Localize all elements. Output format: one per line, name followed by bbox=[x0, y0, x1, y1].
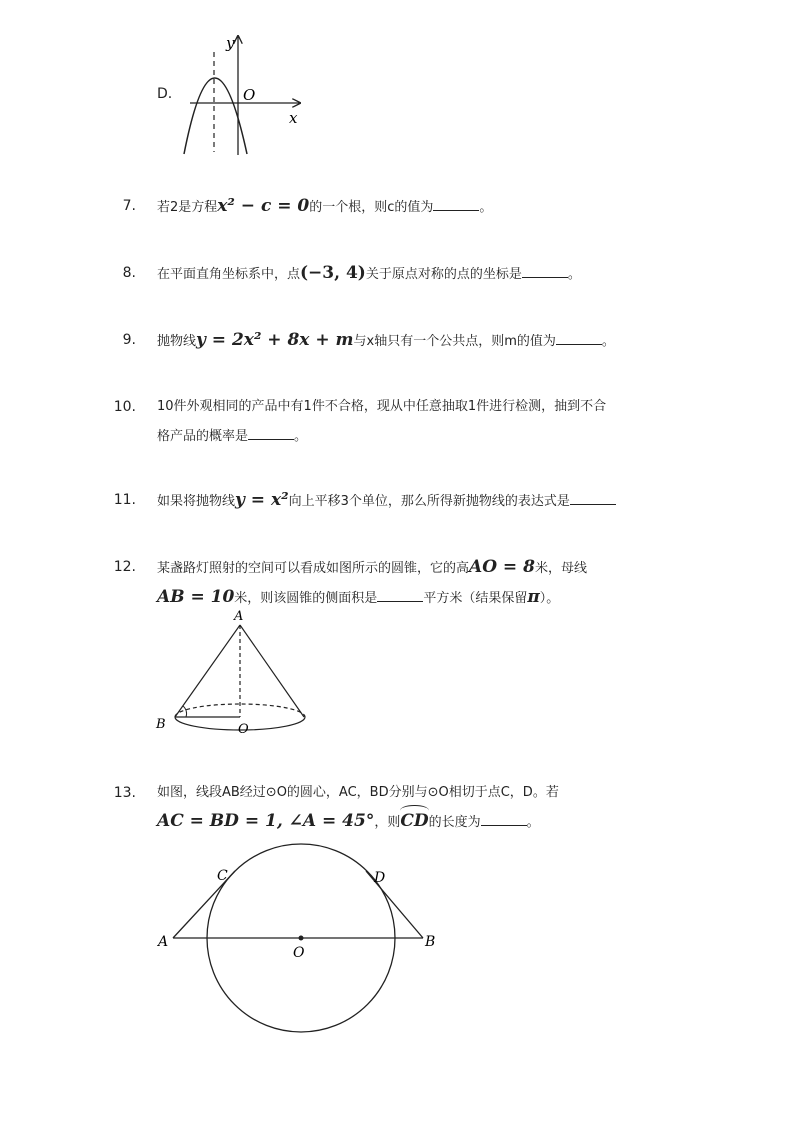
pi-symbol: π bbox=[527, 587, 540, 607]
y-axis-label: y bbox=[226, 34, 235, 52]
x-axis-label: x bbox=[289, 109, 298, 127]
option-label: D. bbox=[157, 86, 173, 102]
answer-blank[interactable] bbox=[481, 811, 527, 826]
question-text: 的一个根，则c的值为 bbox=[309, 200, 434, 215]
question-number: 8. bbox=[122, 265, 136, 281]
question-number: 12. bbox=[113, 559, 136, 575]
answer-blank[interactable] bbox=[522, 263, 568, 278]
label-o: O bbox=[293, 945, 305, 961]
label-b: B bbox=[156, 717, 166, 732]
question-text: 。 bbox=[294, 429, 308, 444]
question-text: 如图，线段AB经过⊙O的圆心，AC，BD分别与⊙O相切于点C，D。若 bbox=[157, 785, 559, 800]
label-d: D bbox=[374, 870, 386, 886]
question-text: 抛物线 bbox=[157, 334, 197, 349]
label-c: C bbox=[217, 868, 228, 884]
center-point bbox=[299, 936, 304, 941]
q6-parabola-graph bbox=[175, 30, 315, 160]
slant-expression: AB = 10 bbox=[157, 587, 235, 607]
cone-side-right bbox=[240, 625, 304, 717]
point-coordinates: (−3, 4) bbox=[300, 263, 366, 283]
question-text: 在平面直角坐标系中，点 bbox=[157, 267, 301, 282]
question-text: 格产品的概率是 bbox=[157, 429, 249, 444]
condition-expression: AC = BD = 1, ∠A = 45° bbox=[157, 811, 375, 831]
question-text: 平方米（结果保留 bbox=[423, 591, 528, 606]
question-text: 关于原点对称的点的坐标是 bbox=[365, 267, 522, 282]
answer-blank[interactable] bbox=[556, 330, 602, 345]
question-number: 10. bbox=[113, 399, 136, 415]
question-text: 某盏路灯照射的空间可以看成如图所示的圆锥，它的高 bbox=[157, 561, 470, 576]
question-text: 。 bbox=[567, 267, 581, 282]
angle-mark bbox=[183, 706, 187, 717]
question-text: 的长度为 bbox=[428, 815, 481, 830]
question-text: 。 bbox=[601, 334, 615, 349]
cone-figure bbox=[150, 605, 320, 740]
question-text: 。 bbox=[526, 815, 540, 830]
question-text: 与x轴只有一个公共点，则m的值为 bbox=[353, 334, 556, 349]
label-a: A bbox=[158, 934, 169, 950]
arc-cd: CD bbox=[400, 811, 429, 831]
circle-tangent-figure bbox=[155, 840, 455, 1040]
equation: x² − c = 0 bbox=[217, 196, 310, 216]
question-number: 7. bbox=[122, 198, 136, 214]
equation: y = x² bbox=[235, 490, 289, 510]
origin-label: O bbox=[243, 86, 256, 104]
equation: y = 2x² + 8x + m bbox=[196, 330, 354, 350]
question-text: 向上平移3个单位，那么所得新抛物线的表达式是 bbox=[288, 494, 570, 509]
question-number: 11. bbox=[113, 492, 136, 508]
question-text: ，则 bbox=[374, 815, 401, 830]
question-text: 米，则该圆锥的侧面积是 bbox=[234, 591, 378, 606]
answer-blank[interactable] bbox=[433, 196, 479, 211]
question-text: 10件外观相同的产品中有1件不合格，现从中任意抽取1件进行检测，抽到不合 bbox=[157, 399, 607, 414]
question-text: 米，母线 bbox=[534, 561, 587, 576]
label-o: O bbox=[238, 722, 249, 737]
label-a: A bbox=[234, 609, 244, 624]
question-text: 。 bbox=[479, 200, 493, 215]
label-b: B bbox=[425, 934, 436, 950]
question-text: ）。 bbox=[539, 591, 560, 606]
question-number: 9. bbox=[122, 332, 136, 348]
question-number: 13. bbox=[113, 785, 136, 801]
answer-blank[interactable] bbox=[377, 587, 423, 602]
cone-side-left bbox=[175, 625, 240, 717]
height-expression: AO = 8 bbox=[469, 557, 535, 577]
question-text: 如果将抛物线 bbox=[157, 494, 236, 509]
answer-blank[interactable] bbox=[570, 490, 616, 505]
question-text: 若2是方程 bbox=[157, 200, 218, 215]
answer-blank[interactable] bbox=[248, 425, 294, 440]
